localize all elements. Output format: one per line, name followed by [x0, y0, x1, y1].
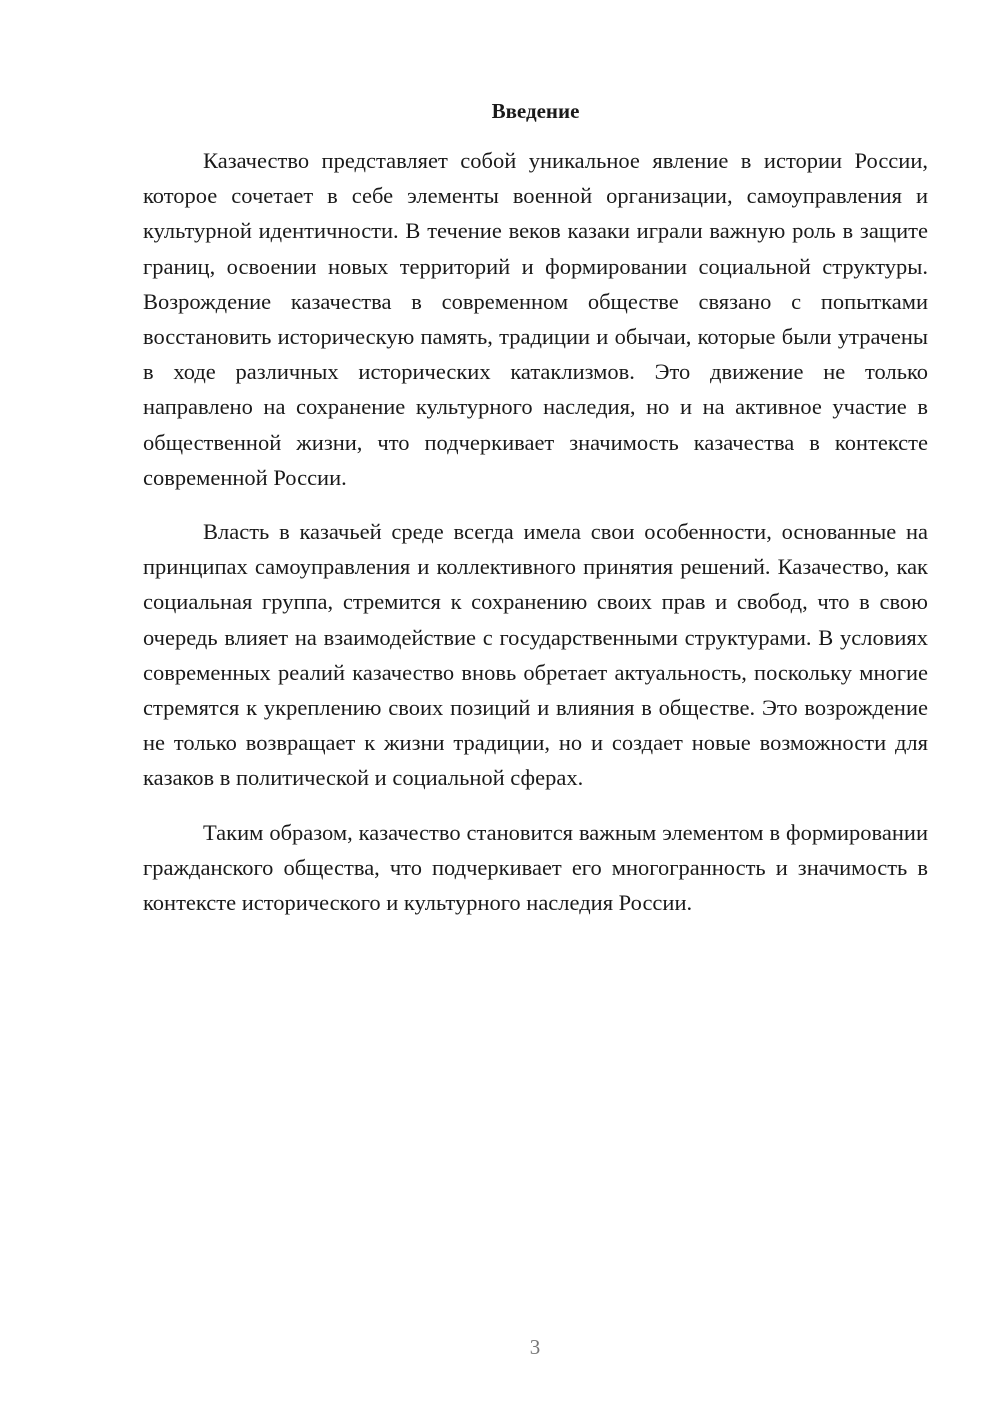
body-text — [143, 143, 928, 920]
page-number: 3 — [529, 1335, 541, 1359]
section-title: Введение — [491, 99, 580, 123]
paragraph: Таким образом, казачество становится важным элементом в формировании гражданского общества, что подчеркивает его многогранность и значимость в контексте исторического и культурного наследия России. — [143, 819, 928, 916]
paragraph: Казачество представляет собой уникальное явление в истории России, которое сочетает в себе элементы военной организации, самоуправления и культурной идентичности. В течение веков казаки играли важную роль в защите границ, освоении новых территорий и формировании социальной структуры. Возрождение казачества в современном обществе связано с попытками восстановить историческую память, традиции и обычаи, которые были утрачены в ходе различных исторических катаклизмов. Это движение не только направлено на сохранение культурного наследия, но и на активное участие в общественной жизни, что подчеркивает значимость казачества в контексте современной России. — [143, 148, 928, 490]
paragraph: Власть в казачьей среде всегда имела свои особенности, основанные на принципах самоуправления и коллективного принятия решений. Казачество, как социальная группа, стремится к сохранению своих прав и свобод, что в свою очередь влияет на взаимодействие с государственными структурами. В условиях современных реалий казачество вновь обретает актуальность, поскольку многие стремятся к укреплению своих позиций и влияния в обществе. Это возрождение не только возвращает к жизни традиции, но и создает новые возможности для казаков в политической и социальной сферах. — [143, 519, 928, 791]
